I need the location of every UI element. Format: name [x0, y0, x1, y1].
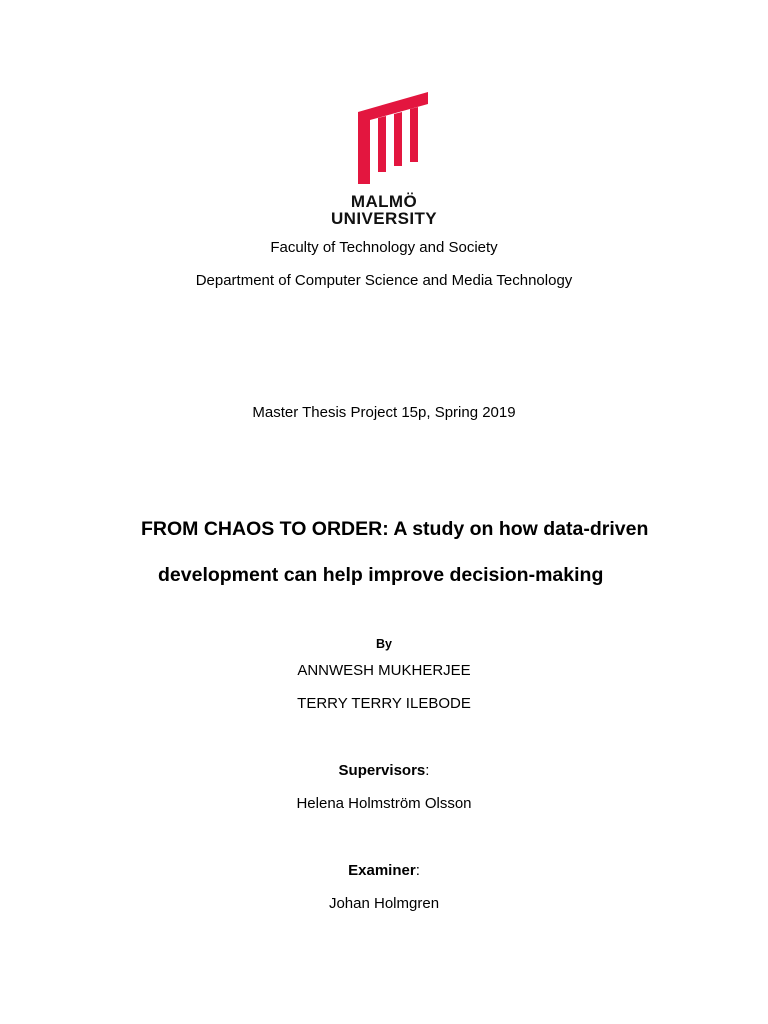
examiner-label: Examiner [348, 862, 416, 879]
examiner-colon: : [415, 862, 420, 879]
author-2: TERRY TERRY ILEBODE [297, 695, 471, 712]
supervisors-heading [0, 762, 768, 780]
department-name: Department of Computer Science and Media Technology [195, 272, 573, 289]
logo-wordmark-line2: UNIVERSITY [330, 209, 438, 228]
supervisor-name: Helena Holmström Olsson [296, 795, 472, 812]
logo-column-2 [394, 112, 402, 166]
examiner-heading [0, 862, 768, 880]
thesis-title-line1: FROM CHAOS TO ORDER: A study on how data-driven [141, 518, 649, 540]
supervisors-colon: : [425, 762, 430, 779]
by-label: By [376, 637, 392, 651]
author-1: ANNWESH MUKHERJEE [297, 662, 471, 679]
examiner-name: Johan Holmgren [328, 895, 440, 912]
logo-column-1 [378, 116, 386, 172]
thesis-title-line2: development can help improve decision-making [158, 564, 604, 586]
logo-wordmark-line1: MALMÖ [350, 192, 418, 211]
malmo-university-logo [356, 92, 430, 184]
project-description: Master Thesis Project 15p, Spring 2019 [252, 404, 516, 421]
supervisors-label: Supervisors [338, 762, 426, 779]
faculty-name: Faculty of Technology and Society [270, 239, 498, 256]
logo-column-3 [410, 107, 418, 162]
